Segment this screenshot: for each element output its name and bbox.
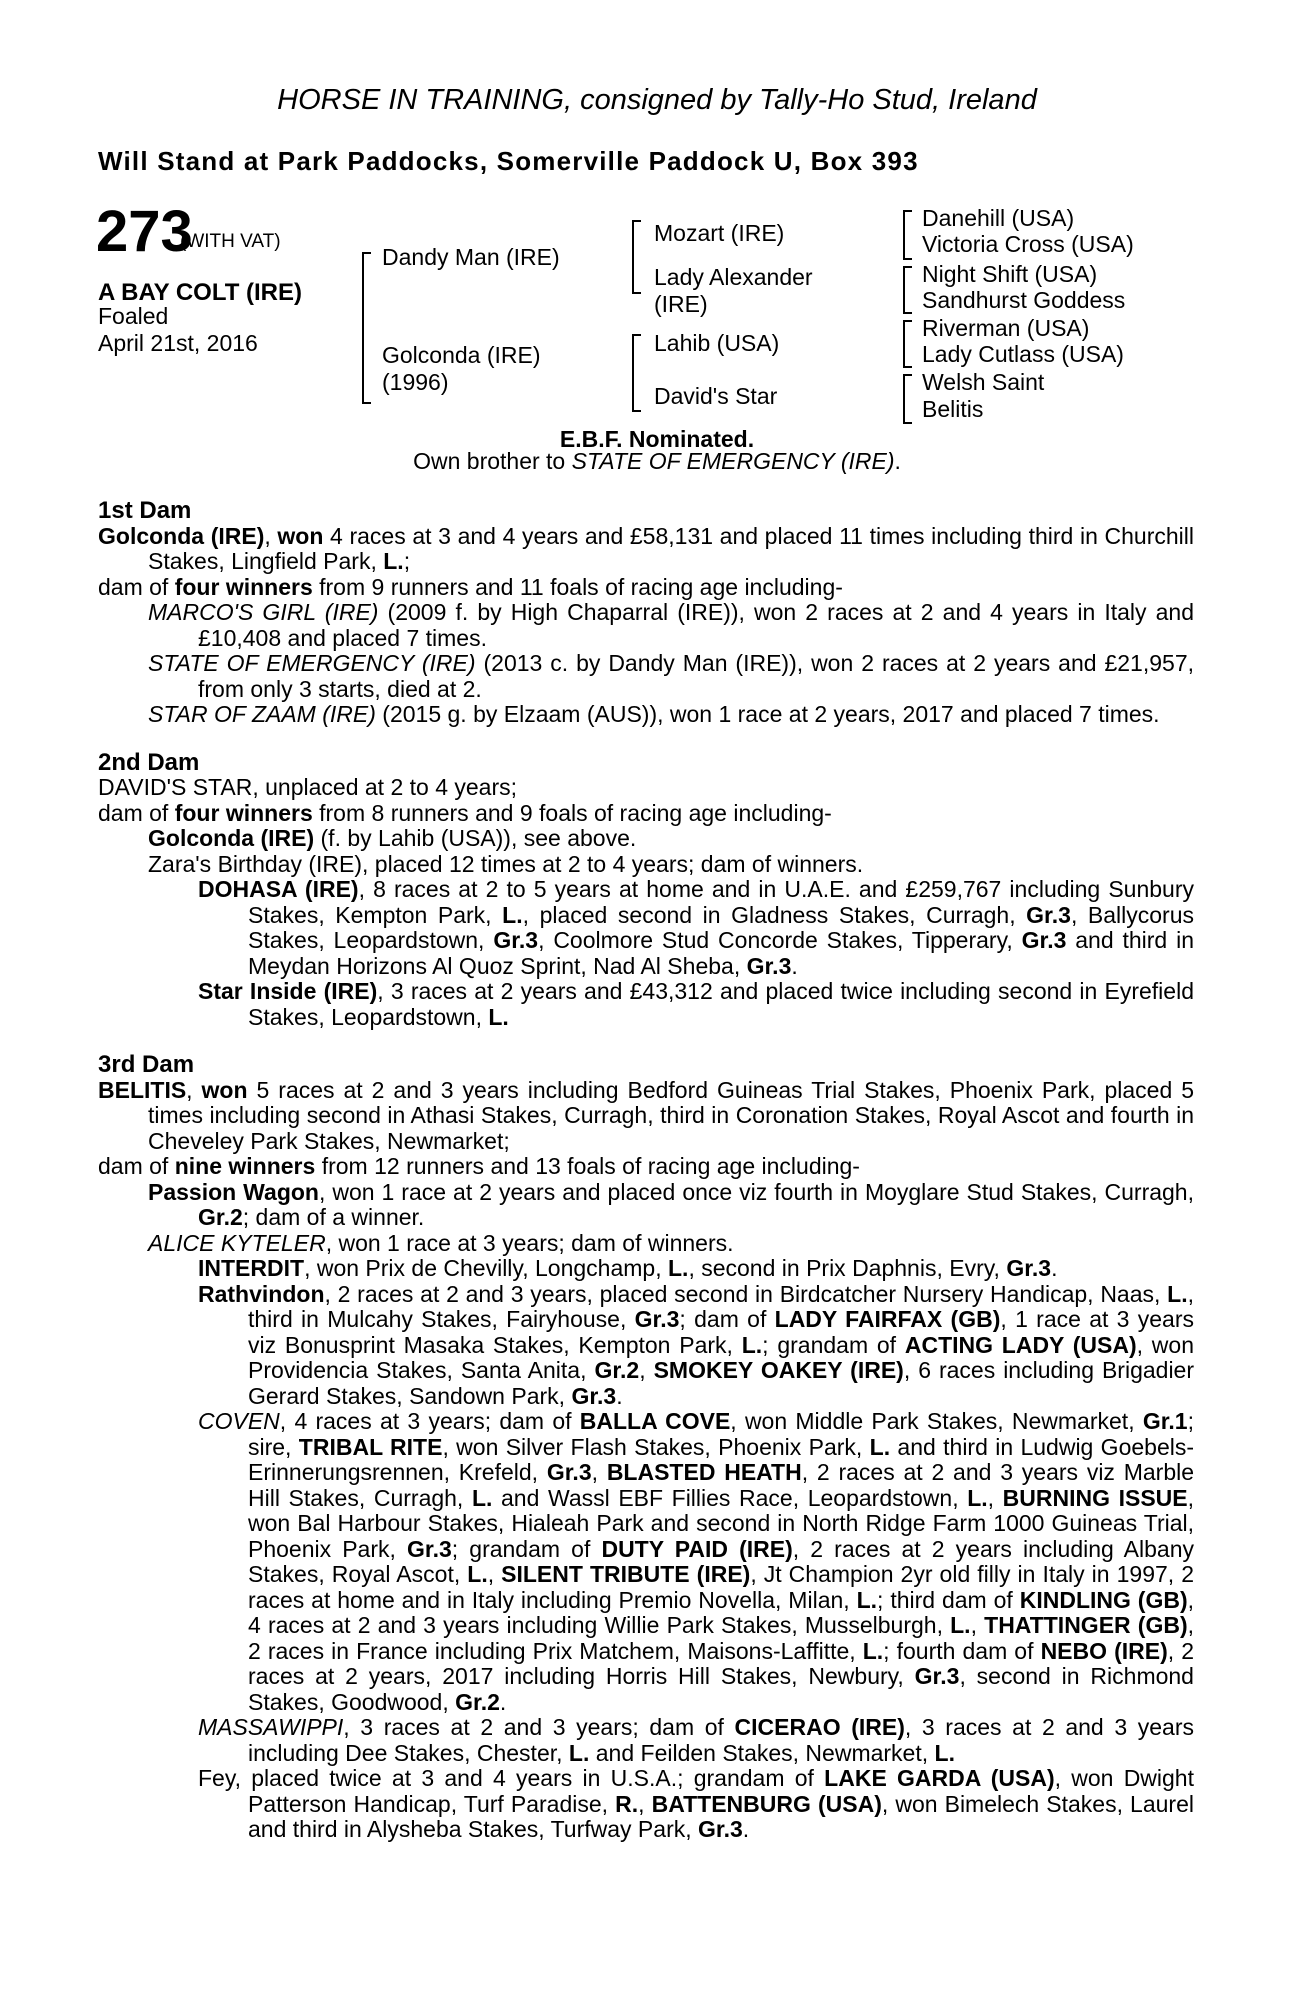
lot-description: A BAY COLT (IRE) (98, 279, 303, 306)
pedigree-brace (632, 220, 641, 294)
progeny-entry: Golconda (IRE) (f. by Lahib (USA)), see above. (148, 825, 637, 851)
pedigree-sire-dam: Lady Alexander (654, 264, 813, 290)
pedigree-ggp: Danehill (USA) (922, 205, 1075, 231)
grand-progeny-entry: COVEN, 4 races at 3 years; dam of BALLA COVE, won Middle Park Stakes, Newmarket, Gr.1; sire, TRIBAL RITE, won Silver Flash Stakes, Phoenix Park, L. and third in Ludwig Goebels-Erinnerungsrennen, Krefeld, Gr.3, BLASTED HEATH, 2 races at 2 and 3 years viz Marble Hill Stakes, Curragh, L. and Wassl EBF Fillies Race, Leopardstown, L., BURNING ISSUE, won Bal Harbour Stakes, Hialeah Park and second in North Ridge Farm 1000 Guineas Trial, Phoenix Park, Gr.3; grandam of DUTY PAID (IRE), 2 races at 2 years including Albany Stakes, Royal Ascot, L., SILENT TRIBUTE (IRE), Jt Champion 2yr old filly in Italy in 1997, 2 races at home and in Italy including Premio Novella, Milan, L.; third dam of KINDLING (GB), 4 races at 2 and 3 years including Willie Park Stakes, Musselburgh, L., THATTINGER (GB), 2 races in France including Prix Matchem, Maisons-Laffitte, L.; fourth dam of NEBO (IRE), 2 races at 2 years, 2017 including Horris Hill Stakes, Newbury, Gr.3, second in Richmond Stakes, Goodwood, Gr.2. (198, 1408, 1195, 1715)
stand-location: Will Stand at Park Paddocks, Somerville Paddock U, Box 393 (98, 146, 919, 176)
pedigree-ggp: Lady Cutlass (USA) (922, 341, 1124, 367)
vat-note: (WITH VAT) (180, 231, 281, 252)
own-brother-note: Own brother to STATE OF EMERGENCY (IRE). (413, 448, 901, 474)
grand-progeny-entry: Star Inside (IRE), 3 races at 2 years and £43,312 and placed twice including second in Eyrefield Stakes, Leopardstown, L. (198, 978, 1194, 1030)
foaled-date: April 21st, 2016 (98, 330, 258, 356)
dam-of-line: dam of nine winners from 12 runners and 13 foals of racing age including- (98, 1153, 860, 1179)
section-heading-first-dam: 1st Dam (98, 497, 192, 524)
pedigree-ggp: Sandhurst Goddess (922, 287, 1126, 313)
progeny-entry: Zara's Birthday (IRE), placed 12 times at 2 to 4 years; dam of winners. (148, 850, 864, 877)
section-heading-second-dam: 2nd Dam (98, 748, 200, 776)
dam-of-line: dam of four winners from 9 runners and 11 foals of racing age including- (98, 573, 843, 600)
pedigree-ggp: Belitis (922, 396, 984, 422)
section-heading-third-dam: 3rd Dam (98, 1051, 195, 1078)
pedigree-brace (903, 374, 912, 424)
grand-progeny-entry: Fey, placed twice at 3 and 4 years in U.S.A.; grandam of LAKE GARDA (USA), won Dwight Patterson Handicap, Turf Paradise, R., BATTENBURG (USA), won Bimelech Stakes, Laurel and third in Alysheba Stakes, Turfway Park, Gr.3. (198, 1765, 1194, 1842)
pedigree-dam-year: (1996) (382, 369, 449, 395)
foaled-label: Foaled (98, 303, 169, 329)
dam-entry: Golconda (IRE), won 4 races at 3 and 4 years and £58,131 and placed 11 times including third in Churchill Stakes, Lingfield Park, L.; (98, 522, 1194, 574)
pedigree-brace (903, 266, 912, 314)
pedigree-brace (632, 334, 641, 412)
pedigree-brace (903, 210, 912, 260)
page-title: HORSE IN TRAINING, consigned by Tally-Ho Stud, Ireland (277, 84, 1037, 116)
pedigree-ggp: Welsh Saint (922, 369, 1045, 395)
pedigree-brace (903, 320, 912, 368)
pedigree-ggp: Riverman (USA) (922, 315, 1090, 341)
pedigree-ggp: Victoria Cross (USA) (922, 231, 1134, 257)
progeny-entry: STAR OF ZAAM (IRE) (2015 g. by Elzaam (AUS)), won 1 race at 2 years, 2017 and placed 7 times. (148, 701, 1160, 727)
grand-progeny-entry: Rathvindon, 2 races at 2 and 3 years, placed second in Birdcatcher Nursery Handicap, Naas, L., third in Mulcahy Stakes, Fairyhouse, Gr.3; dam of LADY FAIRFAX (GB), 1 race at 3 years viz Bonusprint Masaka Stakes, Kempton Park, L.; grandam of ACTING LADY (USA), won Providencia Stakes, Santa Anita, Gr.2, SMOKEY OAKEY (IRE), 6 races including Brigadier Gerard Stakes, Sandown Park, Gr.3. (198, 1280, 1195, 1409)
progeny-entry: STATE OF EMERGENCY (IRE) (2013 c. by Dandy Man (IRE)), won 2 races at 2 years and £21,957, from only 3 starts, died at 2. (148, 650, 1195, 702)
pedigree-sire-sire: Mozart (IRE) (654, 220, 785, 246)
progeny-entry: ALICE KYTELER, won 1 race at 3 years; dam of winners. (148, 1229, 734, 1256)
pedigree-ggp: Night Shift (USA) (922, 261, 1098, 287)
pedigree-dam-sire: Lahib (USA) (654, 330, 780, 356)
pedigree-sire-dam-suffix: (IRE) (654, 291, 708, 317)
pedigree-sire: Dandy Man (IRE) (382, 244, 560, 270)
grand-progeny-entry: MASSAWIPPI, 3 races at 2 and 3 years; dam of CICERAO (IRE), 3 races at 2 and 3 years including Dee Stakes, Chester, L. and Feilden Stakes, Newmarket, L. (198, 1714, 1194, 1766)
dam-entry: DAVID'S STAR, unplaced at 2 to 4 years; (98, 774, 518, 800)
dam-of-line: dam of four winners from 8 runners and 9 foals of racing age including- (98, 799, 832, 826)
produce-record (98, 498, 1194, 1843)
lot-number: 273 (96, 199, 193, 264)
dam-entry: BELITIS, won 5 races at 2 and 3 years including Bedford Guineas Trial Stakes, Phoenix Park, placed 5 times including second in Athasi Stakes, Curragh, third in Coronation Stakes, Royal Ascot and fourth in Cheveley Park Stakes, Newmarket; (98, 1076, 1195, 1154)
pedigree-brace (362, 252, 371, 404)
grand-progeny-entry: INTERDIT, won Prix de Chevilly, Longchamp, L., second in Prix Daphnis, Evry, Gr.3. (198, 1255, 1058, 1281)
pedigree-dam-dam: David's Star (654, 383, 778, 409)
progeny-entry: MARCO'S GIRL (IRE) (2009 f. by High Chaparral (IRE)), won 2 races at 2 and 4 years in Italy and £10,408 and placed 7 times. (148, 599, 1194, 651)
progeny-entry: Passion Wagon, won 1 race at 2 years and placed once viz fourth in Moyglare Stud Stakes, Curragh, Gr.2; dam of a winner. (148, 1178, 1194, 1230)
pedigree-dam: Golconda (IRE) (382, 342, 541, 368)
ebf-nominated: E.B.F. Nominated. (559, 426, 755, 452)
grand-progeny-entry: DOHASA (IRE), 8 races at 2 to 5 years at home and in U.A.E. and £259,767 including Sunbury Stakes, Kempton Park, L., placed second in Gladness Stakes, Curragh, Gr.3, Ballycorus Stakes, Leopardstown, Gr.3, Coolmore Stud Concorde Stakes, Tipperary, Gr.3 and third in Meydan Horizons Al Quoz Sprint, Nad Al Sheba, Gr.3. (198, 876, 1194, 979)
